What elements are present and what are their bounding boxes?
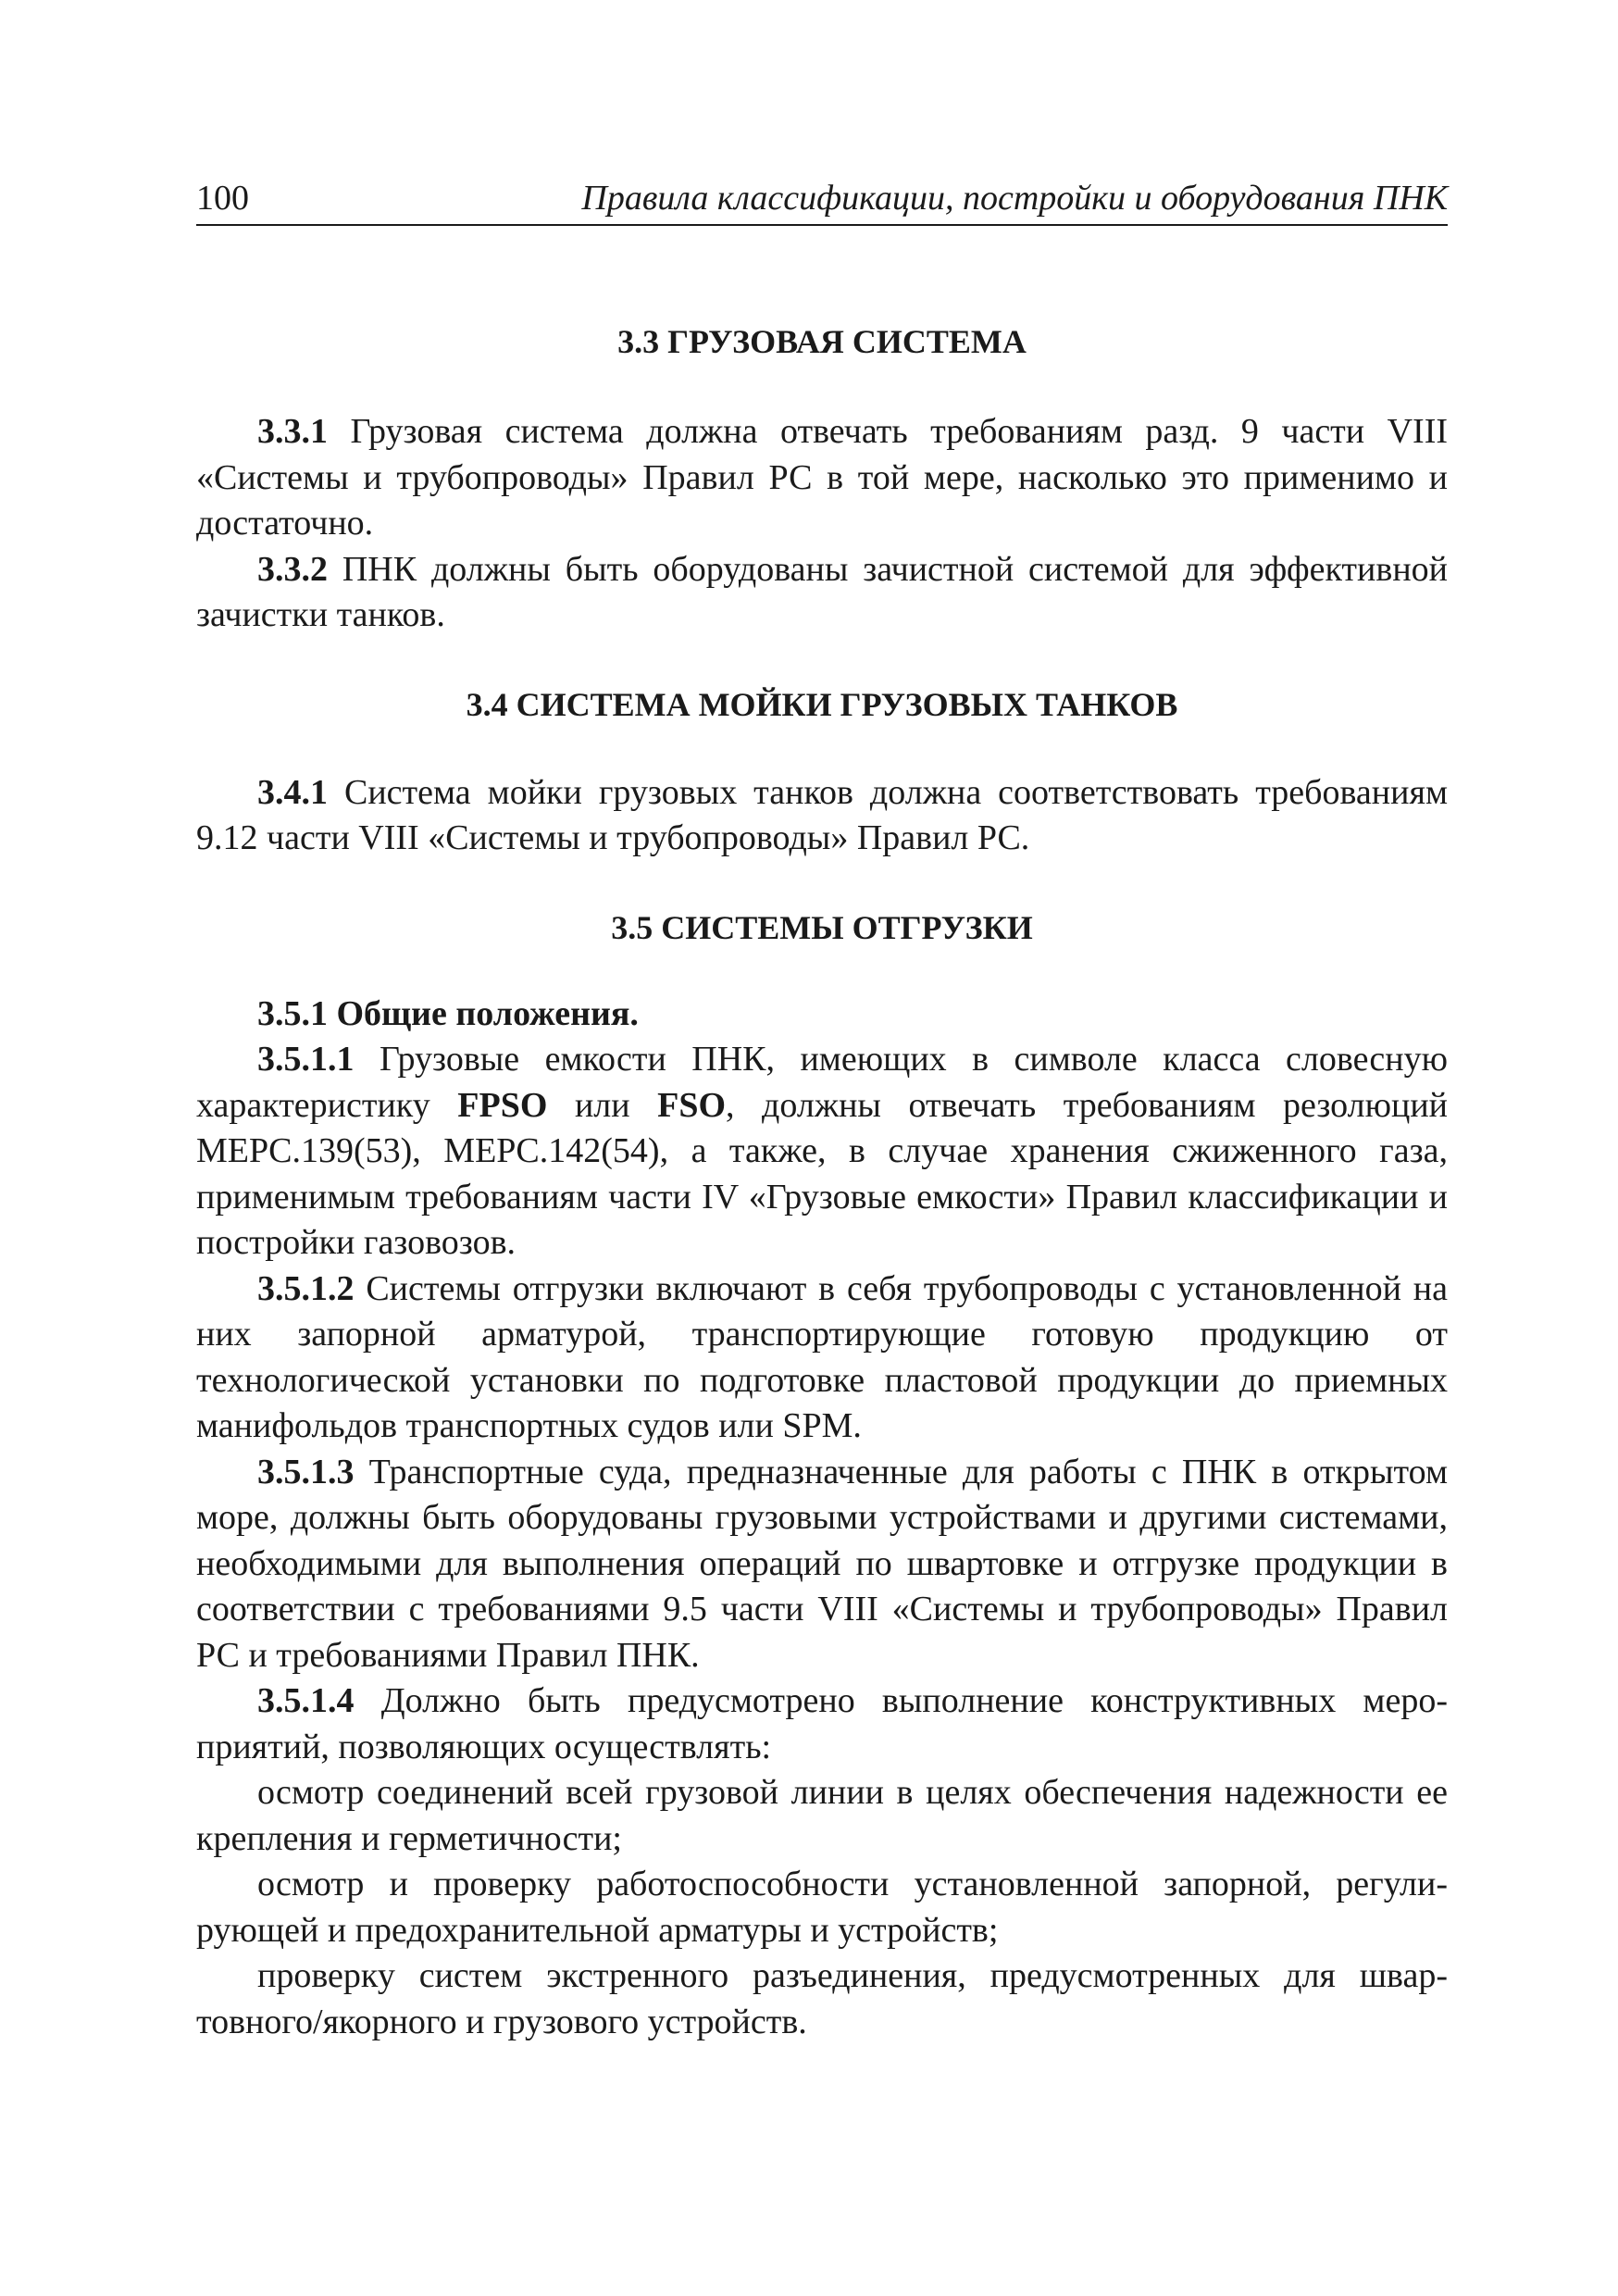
paragraph-number: 3.4.1 bbox=[257, 772, 328, 812]
list-item: осмотр соединений всей грузовой линии в целях обеспечения надежности ее крепления и герметичности; bbox=[196, 1773, 1448, 1858]
list-item: осмотр и проверку работоспособности установленной запорной, регулирующей и предохранительной арматуры и устройств; bbox=[196, 1865, 1448, 1950]
subsection-heading-text: 3.5.1 Общие положения. bbox=[257, 993, 639, 1033]
paragraph-number: 3.3.1 bbox=[257, 412, 328, 451]
paragraph-number: 3.3.2 bbox=[257, 549, 328, 589]
list-item: проверку систем экстренного разъединения, предусмотренных для швартовного/якорного и грузового устройств. bbox=[196, 1956, 1448, 2041]
paragraph-text: Системы отгрузки включают в себя трубопроводы с установленной на них запорной арматурой, транспортирующие готовую продукцию от технологической установки по подготовке пластовой продукции до приемных манифольдов транспортных судов или SPM. bbox=[196, 1268, 1448, 1445]
paragraph-text: Должно быть предусмотрено выполнение конструктивных мероприятий, позволяющих осуществлять: bbox=[196, 1681, 1448, 1766]
paragraph-3-3-1 bbox=[196, 409, 1448, 547]
paragraph-3-4-1 bbox=[196, 770, 1448, 862]
paragraph-text: Транспортные суда, предназначенные для работы с ПНК в открытом море, должны быть оборудованы грузовыми устройствами и другими системами, необходимыми для выполнения операций по швартовке и отгрузке продукции в соответствии с требованиями 9.5 части VIII «Системы и трубопроводы» Правил РС и требованиями Правил ПНК. bbox=[196, 1452, 1448, 1675]
class-notation-fso: FSO bbox=[657, 1085, 727, 1125]
paragraph-number: 3.5.1.1 bbox=[257, 1040, 355, 1079]
paragraph-text: Система мойки грузовых танков должна соответствовать требованиям 9.12 части VIII «Системы и трубопроводы» Правил РС. bbox=[196, 772, 1448, 857]
paragraph-text-part: Грузовые емкости ПНК, имеющих в символе класса словесную характеристику bbox=[196, 1040, 1448, 1125]
page-number: 100 bbox=[196, 179, 249, 218]
class-notation-fpso: FPSO bbox=[457, 1085, 548, 1125]
running-header bbox=[196, 165, 1448, 226]
section-heading-3-4: 3.4 СИСТЕМА МОЙКИ ГРУЗОВЫХ ТАНКОВ bbox=[466, 685, 1178, 723]
paragraph-text-part: , должны отвечать требованиям резолюций MEPC.139(53), MEPC.142(54), а также, в случае хранения сжиженного газа, применимым требованиям части IV «Грузовые емкости» Правил классификации и постройки газовозов. bbox=[196, 1085, 1448, 1262]
paragraph-text: ПНК должны быть оборудованы зачистной системой для эффективной зачистки танков. bbox=[196, 549, 1448, 634]
paragraph-3-5-1-2 bbox=[196, 1267, 1448, 1450]
paragraph-number: 3.5.1.3 bbox=[257, 1452, 355, 1491]
section-heading-3-5: 3.5 СИСТЕМЫ ОТГРУЗКИ bbox=[611, 908, 1033, 946]
paragraph-text: Грузовая система должна отвечать требованиям разд. 9 части VIII «Системы и трубопроводы» Правил РС в той мере, насколько это применимо и достаточно. bbox=[196, 412, 1448, 543]
section-heading-3-3: 3.3 ГРУЗОВАЯ СИСТЕМА bbox=[617, 323, 1027, 360]
paragraph-number: 3.5.1.2 bbox=[257, 1268, 355, 1308]
paragraph-3-5-1-3 bbox=[196, 1450, 1448, 1679]
paragraph-number: 3.5.1.4 bbox=[257, 1681, 355, 1720]
paragraph-3-5-1-4 bbox=[196, 1678, 1448, 1770]
document-page bbox=[196, 165, 1448, 2045]
paragraph-3-5-1-1 bbox=[196, 1037, 1448, 1267]
running-header-title: Правила классификации, постройки и оборудования ПНК bbox=[581, 179, 1448, 218]
paragraph-text-part: или bbox=[547, 1085, 658, 1125]
paragraph-3-3-2 bbox=[196, 547, 1448, 639]
subsection-heading-3-5-1 bbox=[196, 992, 1448, 1038]
